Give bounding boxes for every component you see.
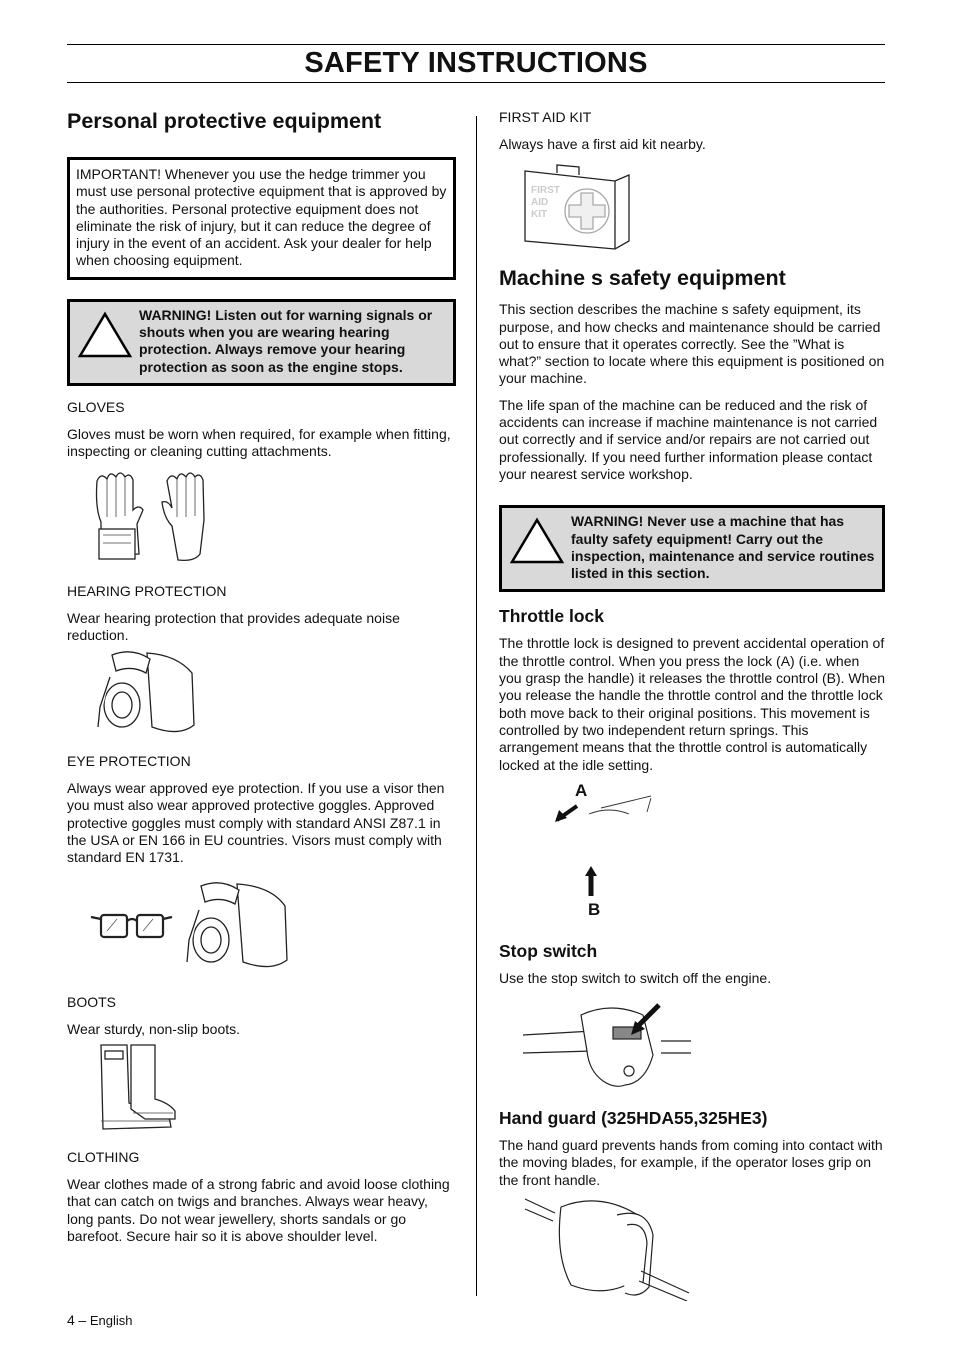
important-box <box>67 157 456 280</box>
left-column <box>67 100 456 1245</box>
hearing-protection-illustration <box>92 647 202 737</box>
hand-guard-illustration <box>521 1195 693 1301</box>
page-footer <box>67 1312 132 1328</box>
boots-illustration <box>93 1041 183 1135</box>
kit-lettering-first: FIRST <box>531 185 560 197</box>
eye-label: EYE PROTECTION <box>67 753 191 770</box>
throttle-lock-heading: Throttle lock <box>499 606 605 627</box>
warning-box-machine <box>499 505 885 592</box>
hand-guard-heading: Hand guard (325HDA55,325HE3) <box>499 1108 768 1129</box>
page-header <box>67 44 885 83</box>
important-text: IMPORTANT! Whenever you use the hedge trimmer you must use personal protective equipment that is approved by the authorities. Personal protective equipment does not eliminate the risk of injury, but it can reduce the degree of injury in the event of an accident. Ask your dealer for help when choosing equipment. <box>76 166 447 269</box>
firstaid-text: Always have a first aid kit nearby. <box>499 136 706 152</box>
stop-switch-text: Use the stop switch to switch off the engine. <box>499 969 772 986</box>
warning-text-machine: WARNING! Never use a machine that has faulty safety equipment! Carry out the inspection, maintenance and service routines listed in this section. <box>571 513 875 582</box>
warning-text-hearing: WARNING! Listen out for warning signals or shouts when you are wearing hearing protection. Always remove your hearing protection as soon as the engine stops. <box>139 306 433 375</box>
stop-switch-heading: Stop switch <box>499 940 598 961</box>
ppe-heading: Personal protective equipment <box>67 109 382 133</box>
visor-illustration <box>179 880 294 972</box>
warning-triangle-icon <box>77 307 139 376</box>
first-aid-kit-illustration <box>521 159 633 251</box>
boots-label: BOOTS <box>67 993 117 1010</box>
warning-triangle-icon <box>509 513 571 582</box>
throttle-label-a: A <box>575 780 588 800</box>
warning-box-hearing <box>67 299 456 386</box>
kit-lettering-kit: KIT <box>531 209 548 221</box>
column-divider <box>476 116 477 1296</box>
right-column <box>499 100 885 1301</box>
throttle-label-b: B <box>588 899 601 919</box>
page-title: SAFETY INSTRUCTIONS <box>304 47 648 79</box>
page-number: 4 <box>67 1312 75 1328</box>
boots-text: Wear sturdy, non-slip boots. <box>67 1020 241 1037</box>
hearing-text: Wear hearing protection that provides adequate noise reduction. <box>67 609 400 643</box>
throttle-lock-text: The throttle lock is designed to prevent accidental operation of the throttle control. When you press the lock (A) (i.e. when you grasp the handle) it releases the throttle control (B). When you release the handle the throttle control and the throttle lock both move back to their original positions. This movement is controlled by two independent return springs. This arrangement means that the throttle control is automatically locked at the idle setting. <box>499 635 885 773</box>
gloves-text: Gloves must be worn when required, for example when fitting, inspecting or cleaning cutting attachments. <box>67 425 451 460</box>
machine-safety-p1: This section describes the machine s safety equipment, its purpose, and how checks and maintenance should be carried out to ensure that it operates correctly. See the ”What is what?” section to locate where this equipment is positioned on your machine. <box>499 301 885 387</box>
goggles-illustration <box>89 909 173 943</box>
footer-language: English <box>89 1313 133 1328</box>
throttle-lock-figure <box>551 778 751 928</box>
gloves-illustration <box>89 469 209 567</box>
kit-lettering-aid: AID <box>531 197 549 209</box>
machine-safety-heading: Machine s safety equipment <box>499 266 786 291</box>
gloves-label: GLOVES <box>67 398 125 415</box>
hand-guard-text: The hand guard prevents hands from coming into contact with the moving blades, for example, if the operator loses grip on the front handle. <box>499 1137 883 1188</box>
footer-dash: – <box>78 1312 87 1328</box>
firstaid-label: FIRST AID KIT <box>499 109 592 125</box>
eye-protection-figures <box>89 880 456 972</box>
clothing-label: CLOTHING <box>67 1148 140 1165</box>
eye-text: Always wear approved eye protection. If you use a visor then you must also wear approved protective goggles. Approved protective goggles must comply with standard ANSI Z87.1 in the USA or EN 166 in EU countries. Visors must comply with standard EN 1731. <box>67 780 445 866</box>
machine-safety-p2: The life span of the machine can be reduced and the risk of accidents can increase if machine maintenance is not carried out correctly and if service and/or repairs are not carried out professionally. If you need further information please contact your nearest service workshop. <box>499 396 878 482</box>
clothing-text: Wear clothes made of a strong fabric and avoid loose clothing that can catch on twigs and branches. Always wear heavy, long pants. Do not wear jewellery, shorts sandals or go barefoot. Secure hair so it is above shoulder level. <box>67 1175 450 1244</box>
hearing-label: HEARING PROTECTION <box>67 582 227 599</box>
stop-switch-illustration <box>521 995 693 1091</box>
